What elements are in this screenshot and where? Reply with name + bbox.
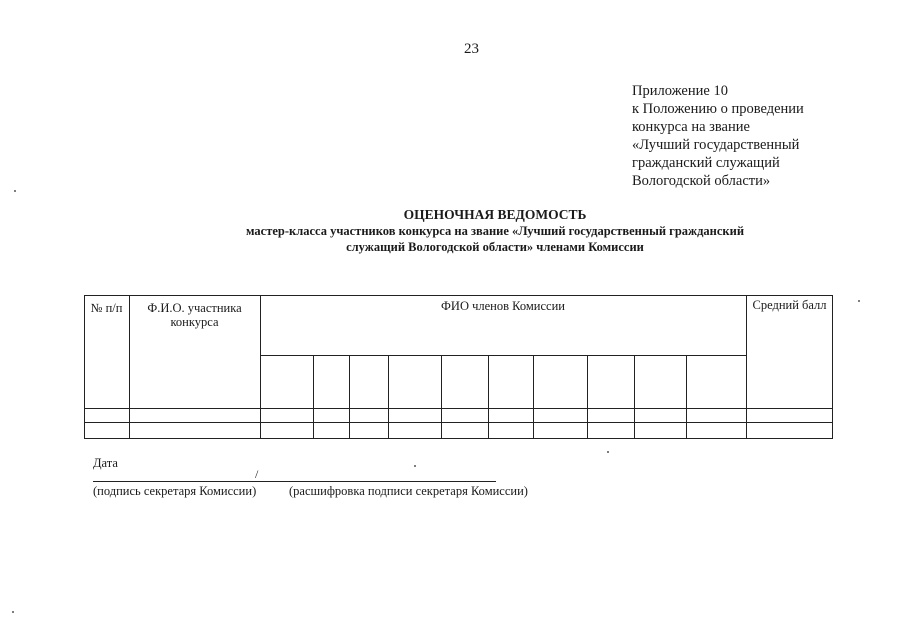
evaluation-table xyxy=(84,295,833,439)
signature-slash: / xyxy=(255,467,259,481)
appendix-line: «Лучший государственный xyxy=(632,137,800,153)
date-label: Дата xyxy=(93,456,118,470)
appendix-line: к Положению о проведении xyxy=(632,101,804,117)
header-participant: Ф.И.О. участника конкурса xyxy=(147,301,242,329)
appendix-note xyxy=(632,82,804,190)
header-commission-members: ФИО членов Комиссии xyxy=(441,299,565,313)
document-subtitle xyxy=(150,223,840,255)
signature-line xyxy=(93,481,496,482)
header-number: № п/п xyxy=(90,301,123,315)
appendix-line: гражданский служащий xyxy=(632,155,780,171)
subtitle-line: мастер-класса участников конкурса на звание «Лучший государственный гражданский xyxy=(245,224,745,238)
scan-speck xyxy=(607,451,609,453)
scan-speck xyxy=(14,190,16,192)
signature-caption: (подпись секретаря Комиссии) xyxy=(93,484,257,498)
scan-speck xyxy=(414,465,416,467)
header-average-score: Средний балл xyxy=(752,298,827,312)
scan-speck xyxy=(12,611,14,613)
page-number: 23 xyxy=(464,41,479,57)
appendix-line: Вологодской области» xyxy=(632,173,771,189)
appendix-line: Приложение 10 xyxy=(632,83,728,99)
scan-speck xyxy=(858,300,860,302)
document-title: ОЦЕНОЧНАЯ ВЕДОМОСТЬ xyxy=(403,207,587,222)
appendix-line: конкурса на звание xyxy=(632,119,750,135)
decoding-caption: (расшифровка подписи секретаря Комиссии) xyxy=(289,484,528,498)
subtitle-line: служащий Вологодской области» членами Комиссии xyxy=(346,240,644,254)
